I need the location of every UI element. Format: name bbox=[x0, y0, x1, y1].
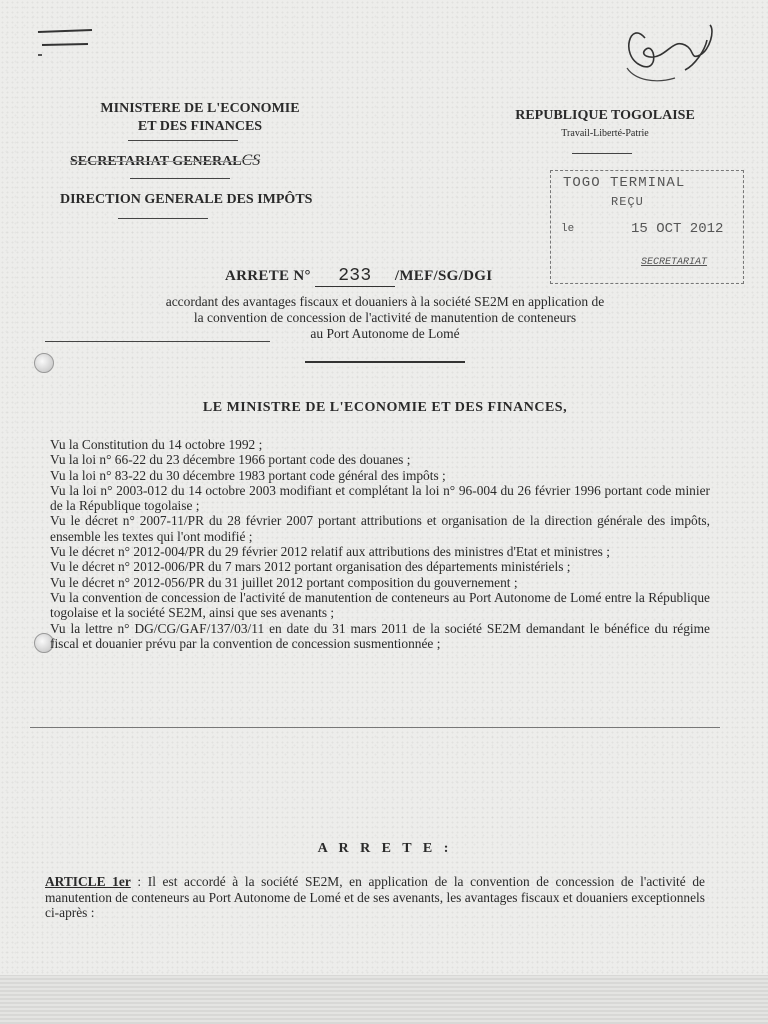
decree-title bbox=[225, 266, 492, 287]
ministry-line2: ET DES FINANCES bbox=[137, 119, 263, 134]
fold-line bbox=[30, 727, 720, 728]
visa-item: Vu la Constitution du 14 octobre 1992 ; bbox=[50, 437, 263, 452]
secretariat-heading bbox=[70, 152, 260, 170]
signature-mark bbox=[615, 10, 725, 90]
scan-artifact-band bbox=[0, 975, 768, 1024]
subtitle-rule bbox=[305, 361, 465, 363]
decree-subtitle-line2: la convention de concession de l'activité de manutention de conteneurs bbox=[193, 310, 577, 325]
decree-prefix: ARRETE N° bbox=[225, 268, 311, 284]
decree-subtitle-line3: au Port Autonome de Lomé bbox=[310, 326, 460, 341]
visa-item: Vu la loi n° 83-22 du 30 décembre 1983 portant code général des impôts ; bbox=[50, 467, 446, 483]
subtitle-left-rule bbox=[45, 341, 270, 342]
direction-rule bbox=[118, 218, 208, 219]
secretariat-text: SECRETARIAT GENERAL bbox=[70, 154, 242, 169]
visa-item: Vu le décret n° 2012-004/PR du 29 février 2012 relatif aux attributions des ministres d'Etat et ministres ; bbox=[50, 544, 610, 560]
republic-rule bbox=[572, 153, 632, 154]
article-1-label: ARTICLE 1er bbox=[45, 874, 131, 889]
republic-heading: REPUBLIQUE TOGOLAISE bbox=[515, 108, 695, 123]
ministry-rule bbox=[128, 140, 238, 141]
arrete-heading: A R R E T E : bbox=[317, 841, 453, 856]
visa-item: Vu la loi n° 66-22 du 23 décembre 1966 portant code des douanes ; bbox=[50, 452, 411, 468]
decree-subtitle bbox=[40, 294, 730, 342]
decree-subtitle-line1: accordant des avantages fiscaux et douaniers à la société SE2M en application de bbox=[165, 294, 605, 309]
visa-item: Vu le décret n° 2007-11/PR du 28 février 2007 portant attributions et organisation de la direction générale des impôts, ensemble les textes qui l'ont modifié ; bbox=[50, 513, 710, 544]
received-stamp bbox=[550, 170, 744, 284]
stamp-line1: TOGO TERMINAL bbox=[563, 175, 686, 191]
secretariat-mark: CS bbox=[241, 152, 261, 169]
stamp-date: 15 OCT 2012 bbox=[631, 221, 724, 237]
visa-item: Vu la convention de concession de l'activité de manutention de conteneurs au Port Autonome de Lomé entre la République togolaise et la société SE2M, ainsi que ses avenants ; bbox=[50, 589, 710, 621]
stamp-line5: SECRETARIAT bbox=[641, 257, 708, 268]
direction-heading: DIRECTION GENERALE DES IMPÔTS bbox=[60, 192, 313, 207]
republic-motto: Travail-Liberté-Patrie bbox=[561, 128, 649, 139]
visa-item: Vu la loi n° 2003-012 du 14 octobre 2003 modifiant et complétant la loi n° 96-004 du 26 février 1996 portant code minier de la République togolaise ; bbox=[50, 482, 710, 514]
visas-list bbox=[50, 437, 710, 651]
stamp-line2: REÇU bbox=[611, 195, 644, 209]
visa-item: Vu le décret n° 2012-056/PR du 31 juillet 2012 portant composition du gouvernement ; bbox=[50, 574, 518, 590]
margin-marks bbox=[30, 20, 110, 70]
visa-item: Vu la lettre n° DG/CG/GAF/137/03/11 en date du 31 mars 2011 de la société SE2M demandant le bénéfice du régime fiscal et douanier prévu par la convention de concession susmentionnée ; bbox=[50, 620, 710, 651]
minister-heading: LE MINISTRE DE L'ECONOMIE ET DES FINANCES, bbox=[202, 400, 568, 415]
visa-item: Vu le décret n° 2012-006/PR du 7 mars 2012 portant organisation des départements ministériels ; bbox=[50, 559, 571, 575]
article-1-text: : Il est accordé à la société SE2M, en application de la convention de concession de l'activité de manutention de conteneurs au Port Autonome de Lomé et de ses avenants, les avantages fiscaux et douaniers exceptionnels ci-après : bbox=[45, 874, 705, 920]
decree-suffix: /MEF/SG/DGI bbox=[394, 268, 493, 284]
ministry-header bbox=[55, 100, 345, 136]
secretariat-rule bbox=[130, 178, 230, 179]
stamp-line3: le bbox=[561, 223, 575, 235]
article-1 bbox=[45, 874, 705, 921]
punch-hole-top bbox=[34, 353, 54, 373]
decree-number: 233 bbox=[315, 266, 395, 287]
ministry-line1: MINISTERE DE L'ECONOMIE bbox=[100, 101, 300, 116]
